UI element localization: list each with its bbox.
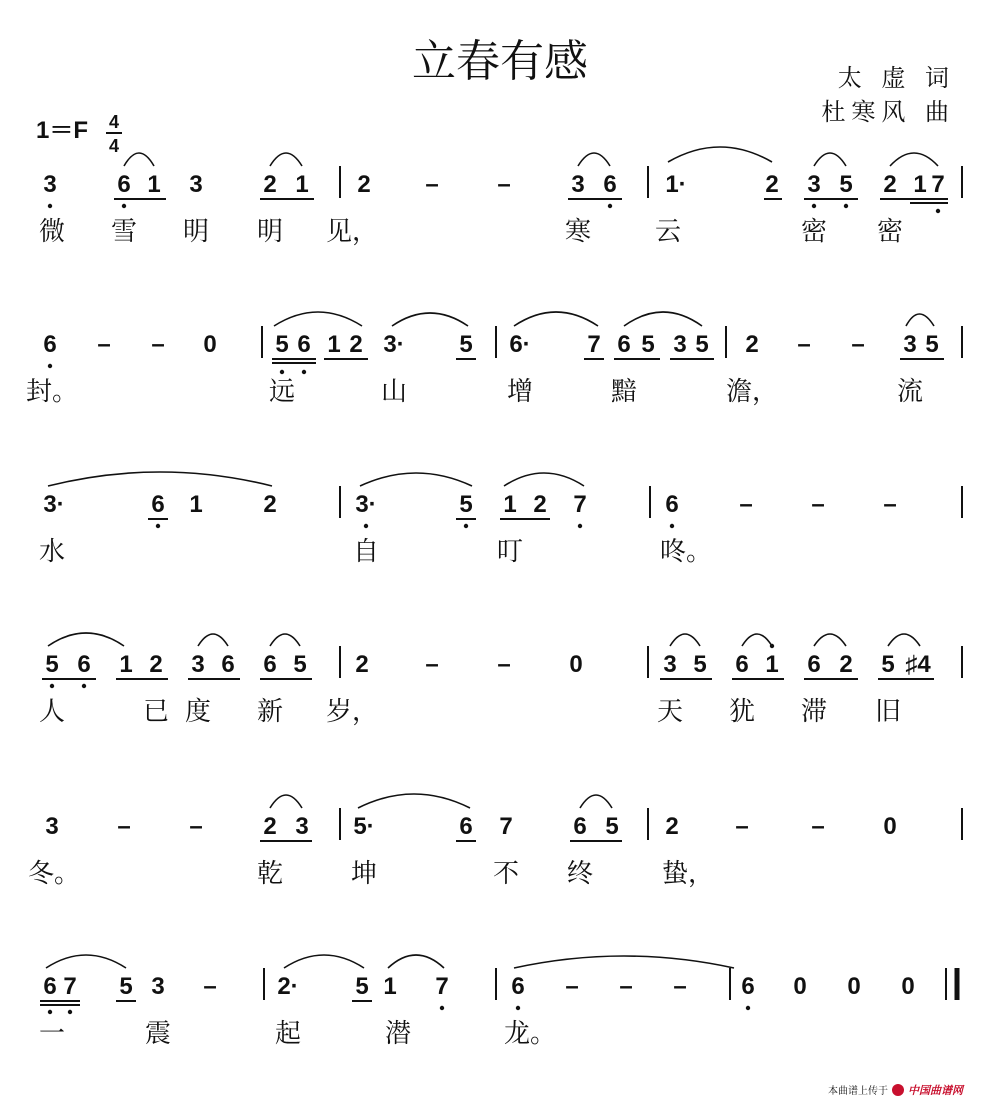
low-dot xyxy=(68,1010,72,1014)
line-4 xyxy=(39,633,962,727)
footer-watermark xyxy=(828,1084,965,1097)
note: 6 xyxy=(665,491,679,518)
low-dot xyxy=(82,684,86,688)
line-6 xyxy=(39,955,957,1049)
note: 3· xyxy=(43,491,65,518)
note: 2· xyxy=(277,973,299,1000)
low-dot xyxy=(440,1006,444,1010)
note: 2 xyxy=(765,171,779,198)
lyric: 潜 xyxy=(384,1019,412,1049)
note: 5 xyxy=(293,651,307,678)
note: 6 xyxy=(617,331,631,358)
note: 1 xyxy=(119,651,133,678)
note: 6 xyxy=(221,651,235,678)
note: 3 xyxy=(151,973,165,1000)
low-dot xyxy=(48,1010,52,1014)
lyric: 水 xyxy=(38,537,66,567)
lyric: 不 xyxy=(492,859,520,889)
slurs xyxy=(270,794,612,808)
low-dot xyxy=(608,204,612,208)
note: – xyxy=(497,651,511,678)
line-5 xyxy=(28,794,962,889)
note: 0 xyxy=(569,651,583,678)
lyric: 冬。 xyxy=(27,859,81,889)
low-dot xyxy=(516,1006,520,1010)
note: 5 xyxy=(695,331,709,358)
note: – xyxy=(151,331,165,358)
lyric: 度 xyxy=(184,697,212,727)
note: 7 xyxy=(573,491,587,518)
note: 3 xyxy=(45,813,59,840)
lyricist-credit: 太 虚 词 xyxy=(837,64,955,92)
lyric: 微 xyxy=(38,217,66,247)
site-logo-icon xyxy=(892,1084,904,1096)
line-3 xyxy=(39,472,962,567)
low-dot xyxy=(936,209,940,213)
note: 3 xyxy=(571,171,585,198)
note: 5 xyxy=(459,331,473,358)
lyric: 增 xyxy=(506,377,534,407)
note: 5 xyxy=(275,331,289,358)
lyric: 咚。 xyxy=(659,537,713,567)
note: 0 xyxy=(847,973,861,1000)
note: – xyxy=(189,813,203,840)
lyric: 远 xyxy=(268,377,296,407)
note: 6 xyxy=(741,973,755,1000)
note: 6 xyxy=(43,973,57,1000)
lyric: 震 xyxy=(144,1019,172,1049)
lyric: 山 xyxy=(380,377,408,407)
note: – xyxy=(735,813,749,840)
note: – xyxy=(811,491,825,518)
note: 6 xyxy=(297,331,311,358)
note: 5· xyxy=(353,813,375,840)
note: 1 xyxy=(503,491,517,518)
note: 5 xyxy=(605,813,619,840)
note: 3 xyxy=(43,171,57,198)
meter-bottom: 4 xyxy=(108,136,120,156)
note: 6 xyxy=(117,171,131,198)
note: 0 xyxy=(883,813,897,840)
note: 0 xyxy=(901,973,915,1000)
key-signature: 1＝F xyxy=(36,117,89,144)
composer-credit: 杜寒风 曲 xyxy=(821,98,955,126)
lyric: 已 xyxy=(142,697,170,727)
note: 2 xyxy=(665,813,679,840)
lyric: 云 xyxy=(654,217,682,247)
note: 1 xyxy=(189,491,203,518)
note: 3 xyxy=(191,651,205,678)
lyric: 旧 xyxy=(874,697,902,727)
low-dot xyxy=(48,364,52,368)
lyric: 见， xyxy=(325,217,379,247)
lyric: 明 xyxy=(256,217,284,247)
slurs xyxy=(124,147,938,166)
note: 2 xyxy=(149,651,163,678)
note: ♯4 xyxy=(905,651,931,678)
lyric: 封。 xyxy=(25,377,79,407)
lyric: 人 xyxy=(38,697,66,727)
slurs xyxy=(46,955,734,968)
lyric: 流 xyxy=(896,377,924,407)
low-dot xyxy=(364,524,368,528)
note: 2 xyxy=(263,171,277,198)
note: – xyxy=(797,331,811,358)
lyric: 乾 xyxy=(256,859,284,889)
lyric: 黯 xyxy=(610,377,638,407)
slurs xyxy=(48,633,920,646)
note: – xyxy=(673,973,687,1000)
note: 1 xyxy=(295,171,309,198)
note: 2 xyxy=(355,651,369,678)
note: 2 xyxy=(349,331,363,358)
note: 6 xyxy=(263,651,277,678)
low-dot xyxy=(122,204,126,208)
song-title: 立春有感 xyxy=(412,36,588,87)
note: – xyxy=(619,973,633,1000)
note: – xyxy=(851,331,865,358)
lyric: 明 xyxy=(182,217,210,247)
note: – xyxy=(497,171,511,198)
lyric: 自 xyxy=(352,537,380,567)
note: 3 xyxy=(295,813,309,840)
note: – xyxy=(883,491,897,518)
note: 3 xyxy=(903,331,917,358)
note: 3 xyxy=(807,171,821,198)
note: 3 xyxy=(663,651,677,678)
lyric: 密 xyxy=(800,217,828,247)
lyric: 寒 xyxy=(564,217,592,247)
lyric: 坤 xyxy=(350,859,378,889)
slurs xyxy=(48,472,584,486)
low-dot xyxy=(844,204,848,208)
note: 7 xyxy=(63,973,77,1000)
note: 7 xyxy=(435,973,449,1000)
note: 6 xyxy=(151,491,165,518)
line-1 xyxy=(39,147,962,247)
note: 6 xyxy=(459,813,473,840)
low-dot xyxy=(464,524,468,528)
slurs xyxy=(274,312,934,326)
low-dot xyxy=(280,370,284,374)
note: – xyxy=(425,171,439,198)
underline-beams xyxy=(40,1001,372,1005)
note: 1 xyxy=(327,331,341,358)
lyric: 一 xyxy=(38,1019,66,1049)
note: 6 xyxy=(573,813,587,840)
note: 1 xyxy=(765,651,779,678)
note: 1 xyxy=(913,171,927,198)
note: 0 xyxy=(793,973,807,1000)
note: 7 xyxy=(587,331,601,358)
site-name: 中国曲谱网 xyxy=(908,1084,963,1097)
note: 6 xyxy=(77,651,91,678)
note: 5 xyxy=(355,973,369,1000)
note: 1 xyxy=(147,171,161,198)
lyric: 新 xyxy=(256,697,284,727)
lyric: 起 xyxy=(274,1019,302,1049)
lyric: 犹 xyxy=(728,697,756,727)
low-dot xyxy=(50,684,54,688)
lyric: 滞 xyxy=(800,697,828,727)
upload-text: 本曲谱上传于 xyxy=(828,1086,888,1097)
note: – xyxy=(203,973,217,1000)
note: – xyxy=(117,813,131,840)
note: 3 xyxy=(673,331,687,358)
note: – xyxy=(97,331,111,358)
line-2 xyxy=(26,312,962,407)
note: 5 xyxy=(925,331,939,358)
note: 3· xyxy=(383,331,405,358)
note: 6 xyxy=(807,651,821,678)
underline-beams xyxy=(114,199,948,203)
note: 2 xyxy=(263,813,277,840)
lyric: 密 xyxy=(876,217,904,247)
note: 5 xyxy=(693,651,707,678)
low-dot xyxy=(746,1006,750,1010)
lyric: 澹， xyxy=(725,377,779,407)
lyric: 岁， xyxy=(325,697,379,727)
lyric: 雪 xyxy=(110,217,138,247)
underline-beams xyxy=(272,359,944,363)
note: 6 xyxy=(735,651,749,678)
note: 5 xyxy=(45,651,59,678)
note: 3· xyxy=(355,491,377,518)
lyric: 天 xyxy=(656,697,684,727)
note: 5 xyxy=(839,171,853,198)
meter-top: 4 xyxy=(108,112,120,132)
lyric: 龙。 xyxy=(503,1019,557,1049)
note: 1· xyxy=(665,171,687,198)
note: 6 xyxy=(511,973,525,1000)
lyric: 叮 xyxy=(496,537,524,567)
note: 6 xyxy=(603,171,617,198)
note: 2 xyxy=(745,331,759,358)
note: 2 xyxy=(839,651,853,678)
low-dot xyxy=(302,370,306,374)
note: 3 xyxy=(189,171,203,198)
note: – xyxy=(739,491,753,518)
note: 6· xyxy=(509,331,531,358)
low-dot xyxy=(812,204,816,208)
note: 2 xyxy=(263,491,277,518)
note: – xyxy=(425,651,439,678)
note: – xyxy=(811,813,825,840)
note: 5 xyxy=(459,491,473,518)
note: 2 xyxy=(533,491,547,518)
note: 2 xyxy=(357,171,371,198)
low-dot xyxy=(48,204,52,208)
note: 1 xyxy=(383,973,397,1000)
lyric: 蛰， xyxy=(661,859,715,889)
note: 0 xyxy=(203,331,217,358)
note: 5 xyxy=(641,331,655,358)
note: 6 xyxy=(43,331,57,358)
note: 7 xyxy=(931,171,945,198)
note: 7 xyxy=(499,813,513,840)
note: 5 xyxy=(119,973,133,1000)
low-dot xyxy=(578,524,582,528)
low-dot xyxy=(156,524,160,528)
note: 2 xyxy=(883,171,897,198)
low-dot xyxy=(670,524,674,528)
note: 5 xyxy=(881,651,895,678)
note: – xyxy=(565,973,579,1000)
lyric: 终 xyxy=(566,859,594,889)
